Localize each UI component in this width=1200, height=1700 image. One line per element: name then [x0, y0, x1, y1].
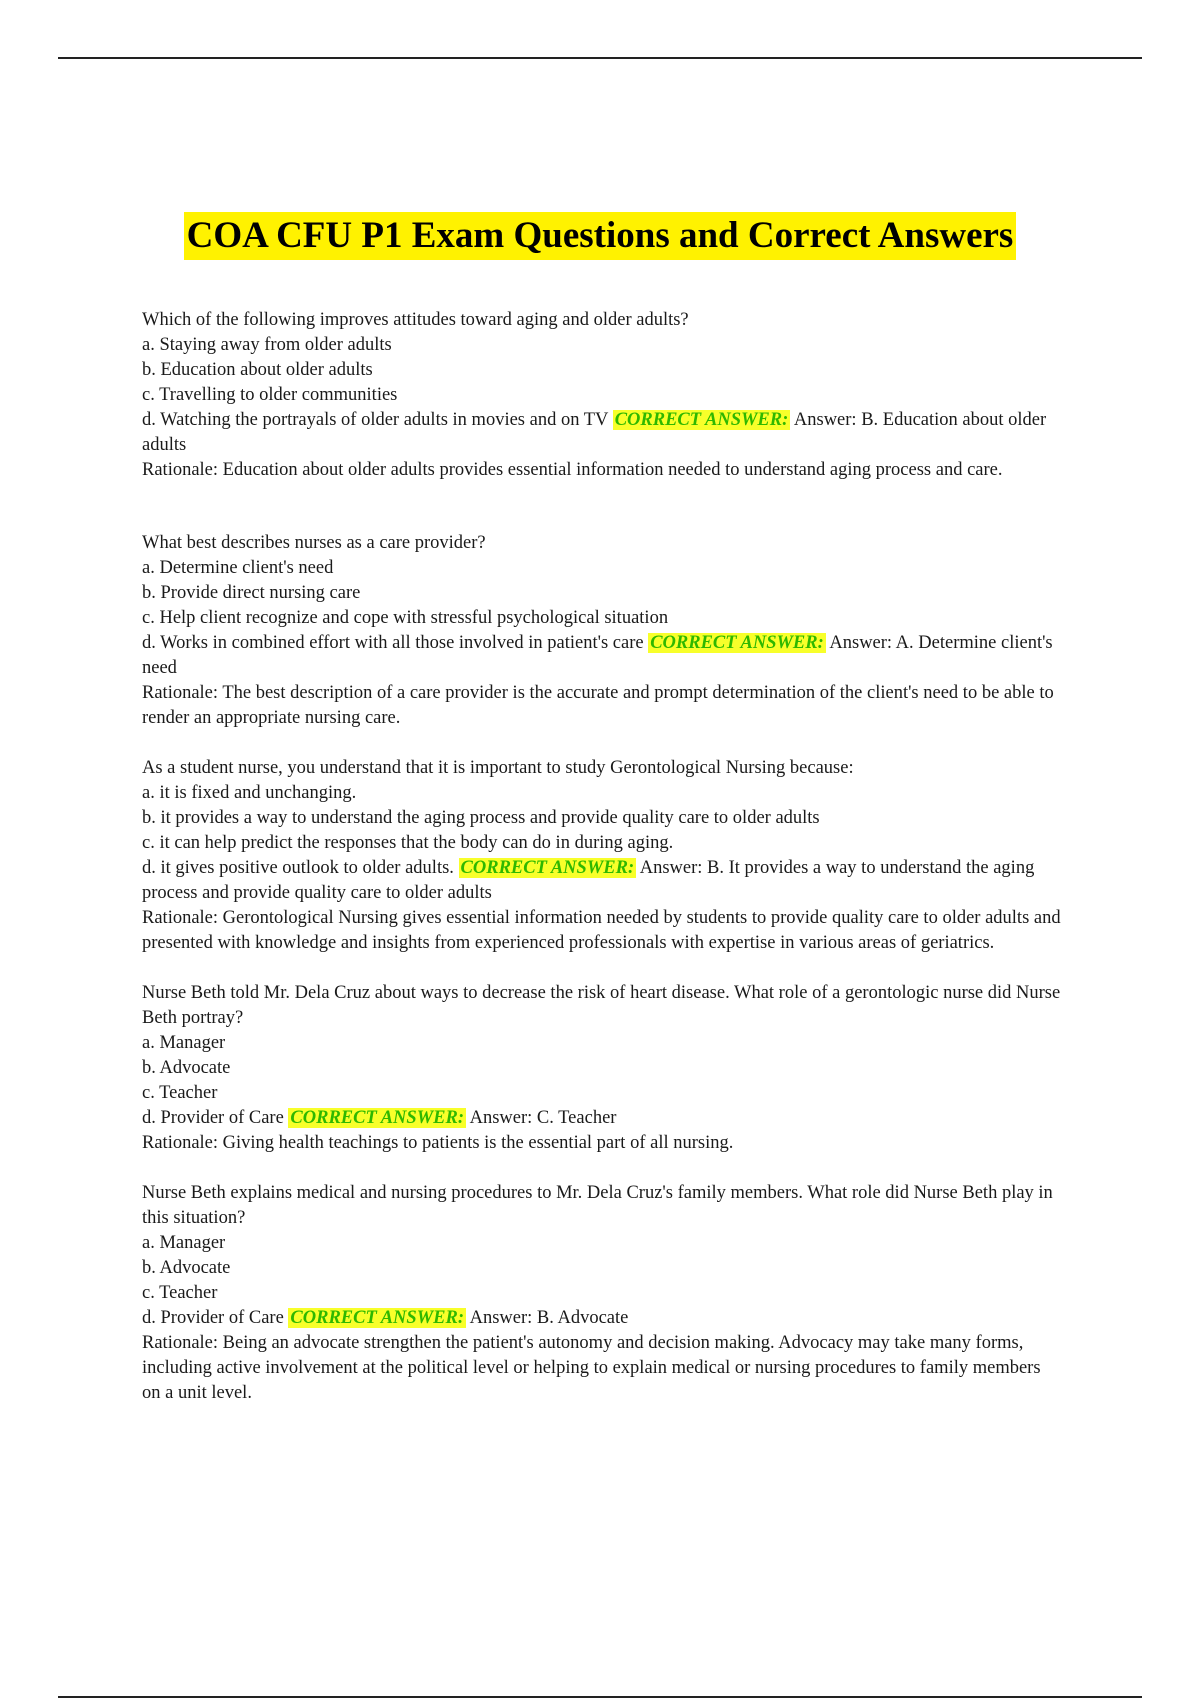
rationale-text: Rationale: Giving health teachings to patients is the essential part of all nursing.	[142, 1133, 734, 1153]
rationale-text: Rationale: Gerontological Nursing gives essential information needed by students to provide quality care to older adults and presented with knowledge and insights from experienced professionals with expertise in various areas of geriatrics.	[142, 908, 1061, 953]
correct-answer-tag: CORRECT ANSWER:	[290, 1108, 464, 1128]
answer-line	[142, 631, 1062, 681]
question-block	[142, 756, 1062, 956]
rationale-text: Rationale: The best description of a care provider is the accurate and prompt determination of the client's need to be able to render an appropriate nursing care.	[142, 683, 1054, 728]
option: b. Education about older adults	[142, 360, 373, 380]
question-block	[142, 1181, 1062, 1406]
option: a. Staying away from older adults	[142, 335, 392, 355]
rationale-text: Rationale: Education about older adults provides essential information needed to understand aging process and care.	[142, 460, 1003, 480]
spacer	[142, 483, 1062, 531]
bottom-rule	[58, 1696, 1142, 1698]
rationale-text: Rationale: Being an advocate strengthen the patient's autonomy and decision making. Advocacy may take many forms, including active involvement at the political level or helping to explain medical or nursing procedures to family members on a unit level.	[142, 1333, 1041, 1403]
answer-line	[142, 1306, 1062, 1331]
top-rule	[58, 57, 1142, 59]
correct-answer-tag: CORRECT ANSWER:	[290, 1308, 464, 1328]
option: c. Teacher	[142, 1283, 218, 1303]
document-body	[142, 308, 1062, 1406]
question-text: As a student nurse, you understand that it is important to study Gerontological Nursing because:	[142, 758, 854, 778]
option: b. Advocate	[142, 1058, 231, 1078]
correct-answer-tag: CORRECT ANSWER:	[650, 633, 824, 653]
option: c. Travelling to older communities	[142, 385, 398, 405]
answer-line	[142, 856, 1062, 906]
option: d. Watching the portrayals of older adults in movies and on TV	[142, 410, 609, 430]
option: a. Manager	[142, 1033, 226, 1053]
spacer	[142, 1156, 1062, 1181]
spacer	[142, 956, 1062, 981]
option: d. Provider of Care	[142, 1308, 284, 1328]
title-wrapper	[0, 212, 1200, 260]
answer-line	[142, 408, 1062, 458]
document-title: COA CFU P1 Exam Questions and Correct Answers	[184, 212, 1017, 260]
option: c. it can help predict the responses that the body can do in during aging.	[142, 833, 674, 853]
question-text: Which of the following improves attitudes toward aging and older adults?	[142, 310, 689, 330]
option: d. it gives positive outlook to older adults.	[142, 858, 454, 878]
answer-text: Answer: A. Determine client's need	[142, 633, 1053, 678]
option: d. Works in combined effort with all those involved in patient's care	[142, 633, 644, 653]
question-block	[142, 981, 1062, 1156]
option: a. it is fixed and unchanging.	[142, 783, 357, 803]
question-text: What best describes nurses as a care provider?	[142, 533, 486, 553]
option: b. Provide direct nursing care	[142, 583, 361, 603]
question-text: Nurse Beth told Mr. Dela Cruz about ways to decrease the risk of heart disease. What role of a gerontologic nurse did Nurse Beth portray?	[142, 983, 1061, 1028]
spacer	[142, 731, 1062, 756]
option: b. it provides a way to understand the aging process and provide quality care to older adults	[142, 808, 820, 828]
option: c. Teacher	[142, 1083, 218, 1103]
correct-answer-tag: CORRECT ANSWER:	[614, 410, 789, 430]
option: b. Advocate	[142, 1258, 231, 1278]
option: a. Manager	[142, 1233, 226, 1253]
option: a. Determine client's need	[142, 558, 334, 578]
option: d. Provider of Care	[142, 1108, 284, 1128]
answer-text: Answer: B. Advocate	[469, 1308, 629, 1328]
answer-text: Answer: B. Education about older adults	[142, 410, 1047, 455]
question-block	[142, 308, 1062, 483]
answer-text: Answer: C. Teacher	[469, 1108, 617, 1128]
question-text: Nurse Beth explains medical and nursing procedures to Mr. Dela Cruz's family members. What role did Nurse Beth play in this situation?	[142, 1183, 1053, 1228]
answer-text: Answer: B. It provides a way to understand the aging process and provide quality care to older adults	[142, 858, 1035, 903]
answer-line	[142, 1106, 1062, 1131]
question-block	[142, 531, 1062, 731]
correct-answer-tag: CORRECT ANSWER:	[460, 858, 635, 878]
option: c. Help client recognize and cope with stressful psychological situation	[142, 608, 669, 628]
